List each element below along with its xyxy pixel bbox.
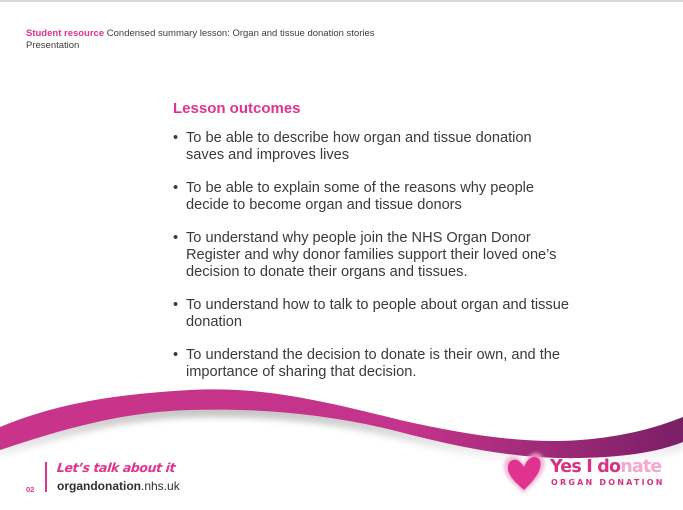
bullet-icon: • <box>173 180 179 196</box>
slide-content <box>173 100 573 397</box>
site-name: organdonation <box>57 479 141 493</box>
list-item <box>173 130 573 164</box>
outcome-text: To understand why people join the NHS Organ Donor Register and why donor families support their loved one’s decision to donate their organs and tissues. <box>186 230 557 280</box>
tagline: Let’s talk about it <box>56 460 176 475</box>
outcome-text: To understand how to talk to people about organ and tissue donation <box>186 297 569 330</box>
list-item <box>173 297 573 331</box>
outcome-text: To understand the decision to donate is their own, and the importance of sharing that decision. <box>186 347 561 380</box>
logo-wordmark <box>550 457 662 477</box>
outcomes-list <box>173 130 573 381</box>
site-domain: .nhs.uk <box>141 479 180 493</box>
bullet-icon: • <box>173 297 179 313</box>
logo-wordmark-faded: nate <box>620 457 662 477</box>
logo-wordmark-strong: Yes I do <box>550 457 621 477</box>
page-number: 02 <box>26 485 35 494</box>
slide-header <box>26 28 375 52</box>
footer-divider <box>45 462 47 492</box>
outcome-text: To be able to explain some of the reasons why people decide to become organ and tissue donors <box>186 180 535 213</box>
outcome-text: To be able to describe how organ and tissue donation saves and improves lives <box>186 130 532 163</box>
website-link[interactable] <box>57 479 180 493</box>
yes-i-donate-logo <box>500 450 680 500</box>
bullet-icon: • <box>173 347 179 363</box>
page-title: Lesson outcomes <box>173 100 301 117</box>
list-item <box>173 230 573 281</box>
header-line-1 <box>26 28 375 40</box>
header-brand: Student resource <box>26 28 105 39</box>
bullet-icon: • <box>173 230 179 246</box>
logo-subtitle: ORGAN DONATION <box>551 478 665 487</box>
header-title: Condensed summary lesson: Organ and tissue donation stories <box>106 28 375 39</box>
header-subtitle: Presentation <box>26 40 80 51</box>
list-item <box>173 180 573 214</box>
heart-icon <box>500 450 548 496</box>
bullet-icon: • <box>173 130 179 146</box>
